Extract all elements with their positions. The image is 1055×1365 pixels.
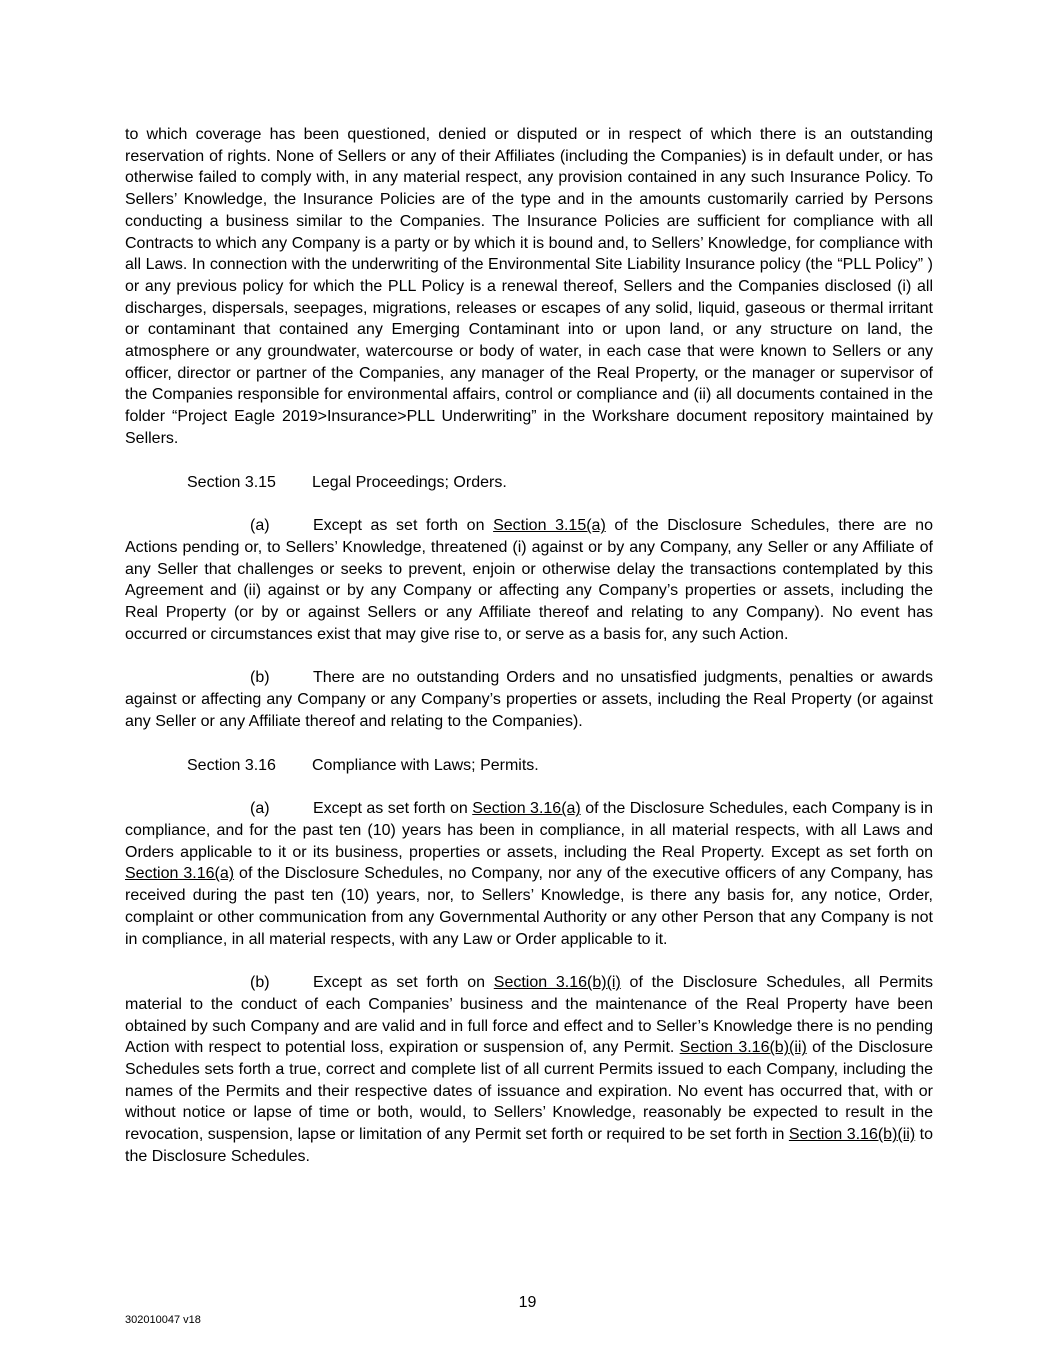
page-number: 19 <box>518 1294 537 1311</box>
section-title: Legal Proceedings; Orders. <box>312 473 507 491</box>
clause-label: (a) <box>250 517 270 535</box>
clause-label: (b) <box>250 669 270 687</box>
section-3-15-a: (a) Except as set forth on Section 3.15(a) of the Disclosure Schedules, there are no Actions pending or, to Sellers’ Knowledge, threatened (i) against or by any Company, any Seller or any Affiliate of any Seller that challenges or seeks to prevent, enjoin or otherwise delay the transactions contemplated by this Agreement and (ii) against or by any Company or affecting any Company’s properties or assets, including the Real Property (or by or against Sellers or any Affiliate thereof and relating to any Company). No event has occurred or circumstances exist that may give rise to, or serve as a basis for, any such Action. <box>125 517 933 643</box>
section-title: Compliance with Laws; Permits. <box>312 756 539 774</box>
document-page <box>125 124 933 1168</box>
section-3-16-b: (b) Except as set forth on Section 3.16(b)(i) of the Disclosure Schedules, all Permits material to the conduct of each Companies’ business and the maintenance of the Real Property have been obtained by such Company and are valid and in full force and effect and to Seller’s Knowledge there is no pending Action with respect to potential loss, expiration or suspension of, any Permit. Section 3.16(b)(ii) of the Disclosure Schedules sets forth a true, correct and complete list of all current Permits issued to each Company, including the names of the Permits and their respective dates of issuance and expiration. No event has occurred that, with or without notice or lapse of time or both, would, to Sellers’ Knowledge, reasonably be expected to result in the revocation, suspension, lapse or limitation of any Permit set forth or required to be set forth in Section 3.16(b)(ii) to the Disclosure Schedules. <box>125 974 934 1165</box>
section-3-15-b: (b) There are no outstanding Orders and no unsatisfied judgments, penalties or awards against or affecting any Company or any Company’s properties or assets, including the Real Property (or against any Seller or any Affiliate thereof and relating to the Companies). <box>125 669 933 730</box>
section-3-16-a: (a) Except as set forth on Section 3.16(a) of the Disclosure Schedules, each Company is in compliance, and for the past ten (10) years has been in compliance, in all material respects, with all Laws and Orders applicable to it or its business, properties or assets, including the Real Property. Except as set forth on Section 3.16(a) of the Disclosure Schedules, no Company, nor any of the executive officers of any Company, has received during the past ten (10) years, nor, to Sellers’ Knowledge, is there any basis for, any notice, Order, complaint or other communication from any Governmental Authority or any other Person that any Company is not in compliance, in all material respects, with any Law or Order applicable to it. <box>125 800 933 948</box>
section-number: Section 3.16 <box>187 756 276 774</box>
section-number: Section 3.15 <box>187 473 276 491</box>
cross-reference: Section 3.15(a) <box>493 517 606 535</box>
cross-reference: Section 3.16(b)(ii) <box>788 1126 916 1144</box>
clause-label: (b) <box>250 974 270 992</box>
cross-reference: Section 3.16(a) <box>472 800 581 818</box>
section-3-16-heading <box>125 755 933 777</box>
section-3-15-heading <box>125 472 933 494</box>
document-id: 302010047 v18 <box>125 1314 201 1326</box>
clause-label: (a) <box>250 800 270 818</box>
intro-paragraph: to which coverage has been questioned, denied or disputed or in respect of which there is an outstanding reservation of rights. None of Sellers or any of their Affiliates (including the Companies) is in default under, or has otherwise failed to comply with, in any material respect, any provision contained in any such Insurance Policy. To Sellers’ Knowledge, the Insurance Policies are of the type and in the amounts customarily carried by Persons conducting a business similar to the Companies. The Insurance Policies are sufficient for compliance with all Contracts to which any Company is a party or by which it is bound and, to Sellers’ Knowledge, for compliance with all Laws. In connection with the underwriting of the Environmental Site Liability Insurance policy (the “PLL Policy” ) or any previous policy for which the PLL Policy is a renewal thereof, Sellers and the Companies disclosed (i) all discharges, dispersals, seepages, migrations, releases or escapes of any solid, liquid, gaseous or thermal irritant or contaminant that contained any Emerging Contaminant into or upon land, or any structure on land, the atmosphere or any groundwater, watercourse or body of water, in each case that were known to Sellers or any officer, director or partner of the Companies, any manager of the Real Property, or the manager or supervisor of the Companies responsible for environmental affairs, control or compliance and (ii) all documents contained in the folder “Project Eagle 2019>Insurance>PLL Underwriting” in the Workshare document repository maintained by Sellers. <box>125 126 933 447</box>
cross-reference: Section 3.16(b)(ii) <box>679 1039 807 1057</box>
cross-reference: Section 3.16(b)(i) <box>493 974 621 992</box>
cross-reference: Section 3.16(a) <box>125 865 235 883</box>
